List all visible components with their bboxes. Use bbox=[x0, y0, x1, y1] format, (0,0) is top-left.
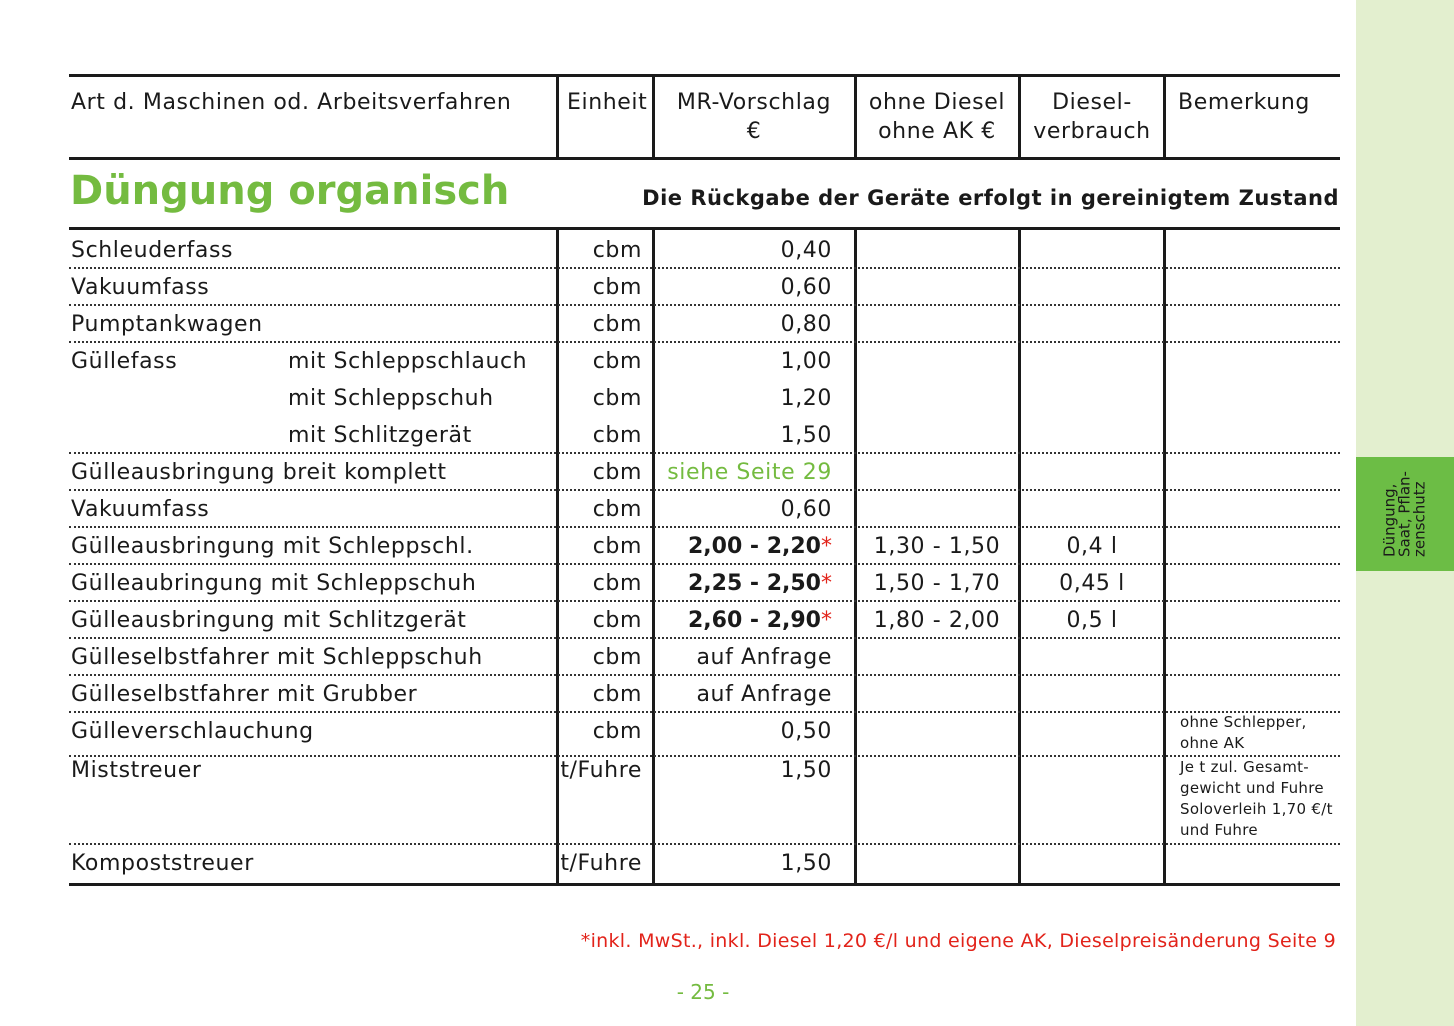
header-diesel-line2: verbrauch bbox=[1033, 119, 1151, 144]
chapter-tab-line-2: Saat, Pflan- bbox=[1395, 471, 1414, 557]
row-remark-line: gewicht und Fuhre bbox=[1180, 779, 1324, 797]
section-title: Düngung organisch bbox=[70, 168, 510, 214]
chapter-tab-line-3: zenschutz bbox=[1410, 481, 1429, 557]
row-diesel-consumption: 0,5 l bbox=[1066, 608, 1118, 633]
row-separator bbox=[69, 711, 1340, 713]
row-separator bbox=[69, 526, 1340, 528]
row-label: Pumptankwagen bbox=[71, 312, 263, 337]
footnote-marker: * bbox=[821, 571, 832, 596]
row-price: 0,80 bbox=[780, 312, 832, 337]
row-unit: cbm bbox=[592, 571, 642, 596]
row-unit: cbm bbox=[592, 349, 642, 374]
chapter-tab-label bbox=[1380, 471, 1429, 557]
row-separator bbox=[69, 341, 1340, 343]
header-without-diesel bbox=[857, 88, 1017, 146]
row-separator bbox=[69, 489, 1340, 491]
row-price: 0,40 bbox=[780, 238, 832, 263]
row-label: Güllefass bbox=[71, 349, 178, 374]
footnote-marker: * bbox=[821, 608, 832, 633]
header-without-diesel-line2: ohne AK € bbox=[878, 119, 996, 144]
table-top-rule bbox=[69, 74, 1340, 77]
row-unit: cbm bbox=[592, 238, 642, 263]
row-diesel-consumption: 0,45 l bbox=[1059, 571, 1125, 596]
row-separator bbox=[69, 267, 1340, 269]
row-label: Kompoststreuer bbox=[71, 851, 254, 876]
page-reference-link[interactable]: siehe Seite 29 bbox=[667, 460, 832, 485]
row-price: 0,50 bbox=[780, 719, 832, 744]
row-unit: cbm bbox=[592, 312, 642, 337]
row-unit: t/Fuhre bbox=[560, 851, 642, 876]
row-price: 1,50 bbox=[780, 851, 832, 876]
footnote-marker: * bbox=[821, 534, 832, 559]
row-price-value: 2,60 - 2,90 bbox=[687, 608, 821, 633]
row-unit: cbm bbox=[592, 719, 642, 744]
row-price bbox=[655, 608, 832, 634]
row-label: Gülleausbringung mit Schleppschl. bbox=[71, 534, 474, 559]
row-unit: t/Fuhre bbox=[560, 758, 642, 783]
row-remark-line: und Fuhre bbox=[1180, 821, 1258, 839]
row-price: auf Anfrage bbox=[696, 682, 832, 707]
row-sublabel: mit Schleppschuh bbox=[288, 386, 494, 411]
row-separator bbox=[69, 304, 1340, 306]
row-unit: cbm bbox=[592, 386, 642, 411]
row-separator bbox=[69, 755, 1340, 757]
row-remark-line: Soloverleih 1,70 €/t bbox=[1180, 800, 1333, 818]
row-label: Miststreuer bbox=[71, 758, 202, 783]
row-price: 0,60 bbox=[780, 275, 832, 300]
row-unit: cbm bbox=[592, 608, 642, 633]
row-label: Gülleausbringung mit Schlitzgerät bbox=[71, 608, 467, 633]
header-remark: Bemerkung bbox=[1178, 90, 1310, 115]
row-remark-line: ohne Schlepper, bbox=[1180, 713, 1307, 731]
row-unit: cbm bbox=[592, 275, 642, 300]
header-bottom-rule bbox=[69, 157, 1340, 160]
row-price: auf Anfrage bbox=[696, 645, 832, 670]
row-label: Gülleselbstfahrer mit Schleppschuh bbox=[71, 645, 483, 670]
row-remark bbox=[1180, 712, 1340, 754]
row-price bbox=[655, 534, 832, 560]
header-mr-proposal bbox=[656, 88, 852, 146]
row-separator bbox=[69, 637, 1340, 639]
body-col-divider bbox=[1163, 227, 1166, 886]
row-remark-line: ohne AK bbox=[1180, 734, 1245, 752]
page-number: - 25 - bbox=[676, 980, 730, 1004]
row-separator bbox=[69, 452, 1340, 454]
row-label: Schleuderfass bbox=[71, 238, 234, 263]
row-unit: cbm bbox=[592, 423, 642, 448]
row-price: 1,00 bbox=[780, 349, 832, 374]
row-unit: cbm bbox=[592, 534, 642, 559]
row-price bbox=[655, 571, 832, 597]
row-separator bbox=[69, 843, 1340, 845]
row-price: 1,20 bbox=[780, 386, 832, 411]
row-label: Vakuumfass bbox=[71, 497, 210, 522]
header-col-divider bbox=[1163, 74, 1166, 160]
row-separator bbox=[69, 563, 1340, 565]
row-sublabel: mit Schleppschlauch bbox=[288, 349, 528, 374]
row-unit: cbm bbox=[592, 497, 642, 522]
header-mr-line2: € bbox=[746, 119, 762, 144]
row-diesel-consumption: 0,4 l bbox=[1066, 534, 1118, 559]
row-label: Gülleausbringung breit komplett bbox=[71, 460, 447, 485]
row-price: 1,50 bbox=[780, 423, 832, 448]
row-unit: cbm bbox=[592, 682, 642, 707]
row-sublabel: mit Schlitzgerät bbox=[288, 423, 472, 448]
row-remark-line: Je t zul. Gesamt- bbox=[1180, 758, 1310, 776]
row-price-without-diesel: 1,50 - 1,70 bbox=[873, 571, 1001, 596]
row-unit: cbm bbox=[592, 645, 642, 670]
row-label: Gülleverschlauchung bbox=[71, 719, 314, 744]
chapter-tab-line-1: Düngung, bbox=[1380, 483, 1399, 557]
row-label: Vakuumfass bbox=[71, 275, 210, 300]
header-without-diesel-line1: ohne Diesel bbox=[868, 90, 1006, 115]
row-price-value: 2,25 - 2,50 bbox=[687, 571, 821, 596]
header-diesel-consumption bbox=[1021, 88, 1163, 146]
row-price-without-diesel: 1,80 - 2,00 bbox=[873, 608, 1001, 633]
row-price-without-diesel: 1,30 - 1,50 bbox=[873, 534, 1001, 559]
row-label: Gülleselbstfahrer mit Grubber bbox=[71, 682, 418, 707]
section-note: Die Rückgabe der Geräte erfolgt in gereinigtem Zustand bbox=[642, 186, 1339, 210]
header-unit: Einheit bbox=[567, 90, 648, 115]
row-price-value: 2,00 - 2,20 bbox=[687, 534, 821, 559]
row-separator bbox=[69, 600, 1340, 602]
row-price: 0,60 bbox=[780, 497, 832, 522]
row-price: 1,50 bbox=[780, 758, 832, 783]
row-label: Gülleaubringung mit Schleppschuh bbox=[71, 571, 477, 596]
row-remark bbox=[1180, 757, 1340, 841]
header-machine: Art d. Maschinen od. Arbeitsverfahren bbox=[71, 90, 512, 115]
row-separator bbox=[69, 674, 1340, 676]
body-top-rule bbox=[69, 227, 1340, 230]
header-col-divider bbox=[556, 74, 559, 160]
footnote: *inkl. MwSt., inkl. Diesel 1,20 €/l und eigene AK, Dieselpreisänderung Seite 9 bbox=[580, 930, 1336, 952]
header-diesel-line1: Diesel- bbox=[1052, 90, 1132, 115]
header-mr-line1: MR-Vorschlag bbox=[676, 90, 832, 115]
header-col-divider bbox=[652, 74, 655, 160]
row-unit: cbm bbox=[592, 460, 642, 485]
body-bottom-rule bbox=[69, 883, 1340, 886]
chapter-tab[interactable] bbox=[1356, 457, 1454, 571]
